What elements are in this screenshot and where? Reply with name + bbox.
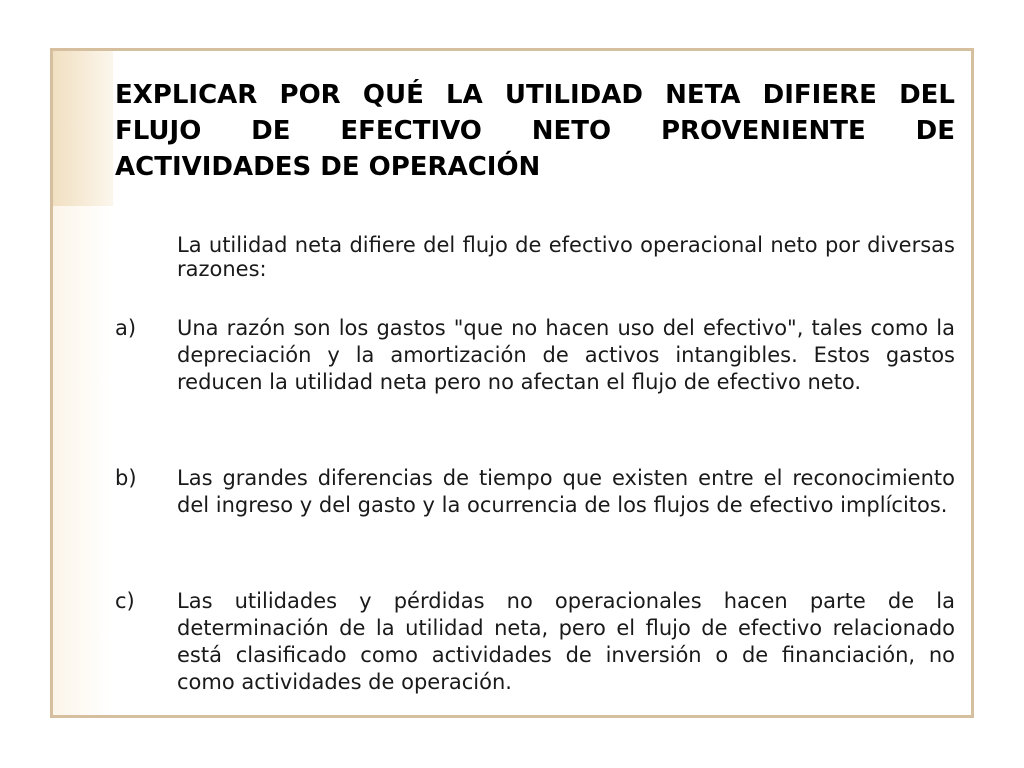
list-item-text: Las grandes diferencias de tiempo que existen entre el reconocimiento del ingreso y del gasto y la ocurrencia de los flujos de efectivo implícitos. — [177, 466, 955, 517]
list-marker: a) — [115, 316, 137, 340]
list-item-a — [115, 315, 955, 396]
list-item-text: Las utilidades y pérdidas no operacionales hacen parte de la determinación de la utilidad neta, pero el flujo de efectivo relacionado está clasificado como actividades de inversión o de financiación, no como actividades de operación. — [177, 589, 955, 694]
slide-frame — [50, 48, 974, 718]
list-marker: c) — [115, 589, 135, 613]
list-item-text: Una razón son los gastos "que no hacen uso del efectivo", tales como la depreciación y la amortización de activos intangibles. Estos gastos reducen la utilidad neta pero no afectan el flujo de efectivo neto. — [177, 316, 955, 394]
title-accent-band — [53, 51, 113, 206]
list-item-c — [115, 588, 955, 696]
list-marker: b) — [115, 466, 137, 490]
intro-paragraph: La utilidad neta difiere del flujo de efectivo operacional neto por diversas razones: — [177, 233, 955, 281]
slide-title: EXPLICAR POR QUÉ LA UTILIDAD NETA DIFIERE DEL FLUJO DE EFECTIVO NETO PROVENIENTE DE ACTIVIDADES DE OPERACIÓN — [115, 80, 955, 182]
list-item-b — [115, 465, 955, 519]
side-accent-band — [53, 206, 111, 716]
